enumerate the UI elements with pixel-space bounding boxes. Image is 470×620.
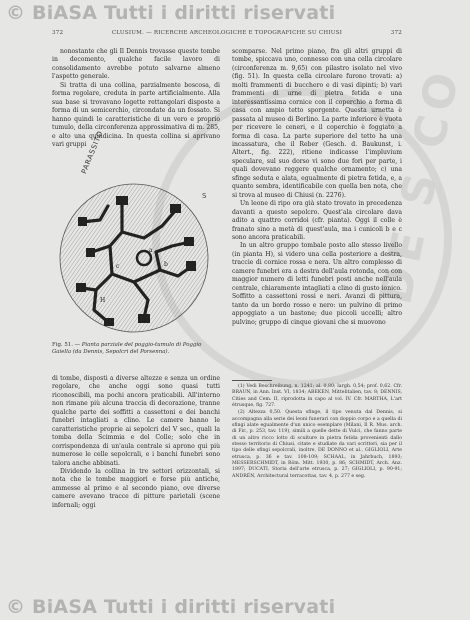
figure-caption-text: Pianta parziale del poggio-tumulo di Poggio Gaiella (da Dennis, Sepolcri del Porsenna).: [52, 342, 202, 356]
svg-text:c: c: [116, 263, 120, 270]
paragraph: Si tratta di una collina, parzialmente boscosa, di forma regolare, creduta in parte artificialmente. Alla sua base si trovavano logette rettangolari disposte a forma di un semicerchio, circondate da un fossato. Si hanno quindi le caratteristiche di un vero e proprio tumulo, della circonferenza approssimativa di m. 285, e alto una quindicina. In questa collina si aprivano vari gruppi: [52, 81, 220, 148]
tumulus-outline: [60, 184, 208, 332]
footnote: (1) Vedi Beschreibung, n. 1241; al. 0,80; largh. 0,54; prof. 0,62. Cfr. BRAUN, in Ann. Inst. VI, 1834; ABEKEN, Mittelitalien, tav. 8; DENNIS, Cities and Cem. II, riprodotta in capo al vol. IV. Cfr. MARTHA, L'art étrusque, fig. 727.: [232, 384, 402, 409]
page-number-right: 372: [390, 30, 402, 36]
figure-plan: [52, 162, 222, 340]
svg-text:H: H: [100, 297, 106, 304]
running-title: CLUSIUM. — RICERCHE ARCHEOLOGICHE E TOPOGRAFICHE SU CHIUSI: [111, 30, 343, 36]
right-column: [232, 48, 402, 374]
footnote: (2) Altezza 0,50. Questa sfinge, il tipo venuta dal Dennis, si accompagna alla serie dei leoni funerari con doppio corpo e a quella di sfingi alate egualmente d'un unico esemplare (Milani, Il R. Mus. arch. di Fir., p. 253, tav. 119), simili a quelle dette di Vulci, che fanno parte di un altro ricco lotto di sculture in pietra fetida provenienti dallo stesso territorio di Chiusi, citate e studiate da vari scrittori, sia per il tipo delle sfingi sepolcrali, inoltre, DE DONNO et al., GIGLIOLI, Arte etrusca, p. 36 e tav. 108-109; SCHAAL, in Jahrbuch, 1893; MESSERSCHMIDT, in Röm. Mitt. 1930, p. 86; SCHMIDT, Arch. Anz. 1897; DUCATI, Storia dell'arte etrusca, p. 27; GIGLIOLI, p. 90-91; ANDRÉN, Architectural terracottas, tav. 4, p. 277 e seg.: [232, 410, 402, 479]
paragraph: scomparse. Nel primo piano, fra gli altri gruppi di tombe, spiccava uno, connesso con una cella circolare (circonferenza m. 9,65) con pilastro isolato nel vivo (fig. 51). In questa cella circolare furono trovati: a) molti frammenti di bucchero e di vasi dipinti; b) vari frammenti di urne di pietra fetida e una interessantissima cornice con il coperchio a forma di casa con ampio tetto sporgente. Questa urnetta è passata al museo di Berlino. La parte inferiore è vuota per ricevere le ceneri, e il coperchio è foggiato a forma di casa. La parte superiore del tetto ha una incassatura, che il Reber (Gesch. d. Baukunst, i. Altert., fig. 222), ritiene indicasse l'impluvium speculare, sul suo dorso vi sono due fori per parte, i quali dovevano reggere qualche ornamento; c) una sfinge seduta e alata, egualmente di pietra fetida, e, a quanto sembra, identificabile con quella ben nota, che si trova al museo di Chiusi (n. 2276).: [232, 48, 402, 199]
figure-sheet-label: PARASSITO: [80, 129, 105, 175]
watermark-seal-text: DE S CO: [370, 62, 470, 309]
footnote-rule: [232, 380, 272, 381]
left-column-bottom: [52, 375, 220, 585]
paragraph: di tombe, disposti a diverse altezze e senza un ordine regolare, che anche oggi sono quasi tutti riconoscibili, ma pochi ancora praticabili. All'interno non rimane più alcuna traccia di decorazione, tranne qualche parte dei soffitti a cassettoni e dei banchi funebri intagliati a clino. Le camere hanno le caratteristiche proprie ai sepolcri del V sec., quali la tomba della Scimmia e del Colle; solo che in corrispondenza di un'aula centrale si aprono qui più numerose le celle sepolcrali, e i banchi funebri sono talora anche abbinati.: [52, 375, 220, 467]
watermark-top: © BiASA Tutti i diritti riservati: [6, 2, 336, 24]
watermark-bottom: © BiASA Tutti i diritti riservati: [6, 596, 336, 618]
svg-text:S: S: [202, 192, 207, 200]
paragraph: nonostante che gli Il Dennis trovasse queste tombe in decomento, qualche facile lavoro di consolidamento avrebbe potuto salvarne almeno l'aspetto generale.: [52, 48, 220, 81]
running-header: [52, 30, 402, 42]
svg-text:a: a: [149, 247, 153, 254]
paragraph: Dividendo la collina in tre settori orizzontali, si nota che le tombe maggiori e forse più antiche, ammesse al primo e al secondo piano, ove diverse camere avevano tracce di pitture parietali (scene infernali; oggi: [52, 467, 220, 509]
paragraph: Un leone di ripo ora già stato trovato in precedenza davanti a questo sepolcro. Quest'ala circolare dava adito a quattro corridoi (cfr. pianta). Oggi il colle è franato sino a metà di quest'aula, ma i cunicoli b e c sono ancora praticabili.: [232, 200, 402, 241]
figure-caption: [52, 342, 222, 366]
tumulus-plan-drawing: [52, 162, 222, 340]
footnotes: [232, 384, 402, 594]
paragraph: In un altro gruppo tombale posto allo stesso livello (in pianta H), si videro una cella posteriore a destra, traccie di cornice rossa e nera. Un altro complesso di camere funebri era a destra dell'aula rotonda, con con maggior numero di letti funebri posti anche nell'aula centrale, chiaramente intagliati a clino di gusto ionico. Soffitto a cassettoni rossi e neri. Avanzi di pittura, tanto da un bordo rosso e nero: un pulvino di primo appoggiato a un bastone; due piccoli uccelli; altro pulvino; gruppo di cinque giovani che si muovono: [232, 242, 402, 326]
figure-number: Fig. 51. —: [52, 342, 81, 348]
left-column-top: [52, 48, 220, 160]
svg-text:b: b: [164, 261, 168, 268]
page-number-left: 372: [52, 30, 64, 36]
